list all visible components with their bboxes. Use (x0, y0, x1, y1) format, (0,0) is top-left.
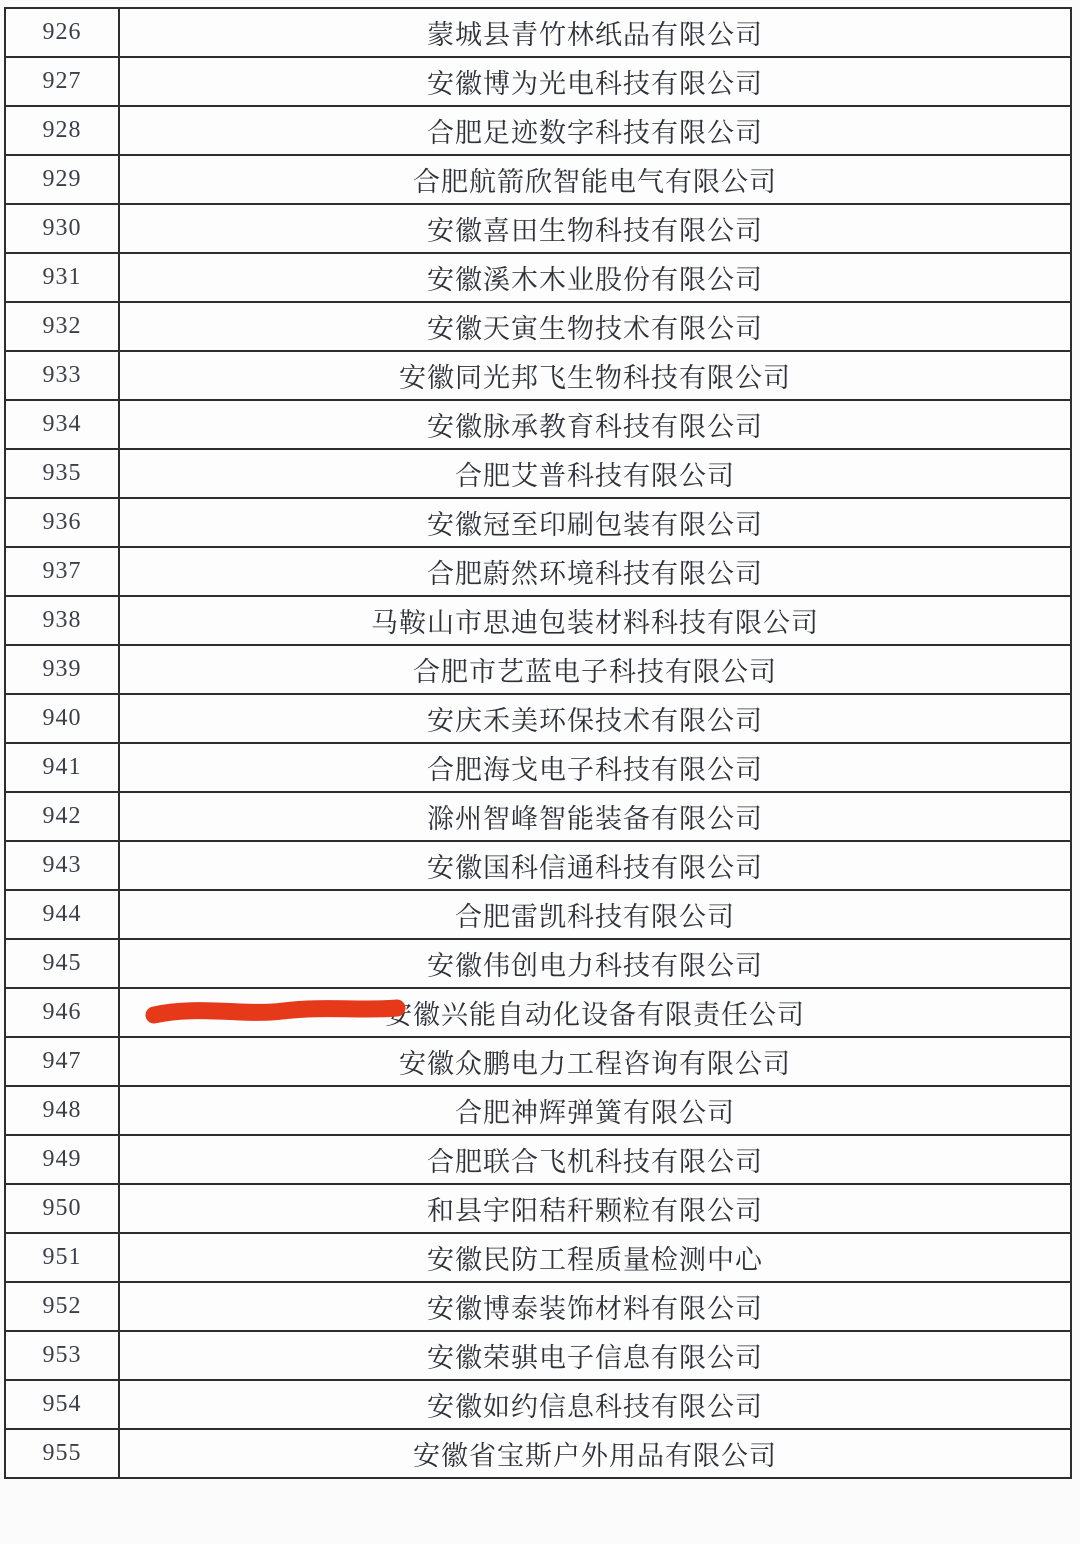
table-row (5, 1037, 1071, 1086)
row-number-cell: 954 (5, 1380, 119, 1429)
row-number-cell: 944 (5, 890, 119, 939)
table-row (5, 596, 1071, 645)
row-number-cell: 934 (5, 400, 119, 449)
company-name-text: 安徽博泰装饰材料有限公司 (427, 1294, 763, 1324)
table-row (5, 204, 1071, 253)
company-name-cell (119, 1331, 1071, 1380)
row-number-cell: 949 (5, 1135, 119, 1184)
company-name-text: 安徽冠至印刷包装有限公司 (427, 510, 763, 540)
company-name-text: 和县宇阳秸秆颗粒有限公司 (427, 1196, 763, 1226)
row-number-cell: 933 (5, 351, 119, 400)
document-page (4, 7, 1072, 1479)
company-list-table (4, 7, 1072, 1479)
company-name-cell (119, 645, 1071, 694)
company-name-cell (119, 155, 1071, 204)
company-name-cell (119, 351, 1071, 400)
company-name-text: 安徽民防工程质量检测中心 (427, 1245, 763, 1275)
table-row (5, 694, 1071, 743)
company-name-cell (119, 400, 1071, 449)
row-number-cell: 928 (5, 106, 119, 155)
table-body (5, 8, 1071, 1478)
table-row (5, 1184, 1071, 1233)
company-name-cell (119, 1037, 1071, 1086)
company-name-text: 安徽溪木木业股份有限公司 (427, 265, 763, 295)
company-name-text: 合肥市艺蓝电子科技有限公司 (413, 657, 777, 687)
table-row (5, 400, 1071, 449)
table-row (5, 1429, 1071, 1478)
company-name-cell (119, 498, 1071, 547)
row-number-cell: 943 (5, 841, 119, 890)
company-name-text: 蒙城县青竹林纸品有限公司 (427, 20, 763, 50)
company-name-text: 合肥海戈电子科技有限公司 (427, 755, 763, 785)
company-name-cell (119, 8, 1071, 57)
row-number-cell: 951 (5, 1233, 119, 1282)
company-name-cell (119, 596, 1071, 645)
company-name-text: 合肥联合飞机科技有限公司 (427, 1147, 763, 1177)
company-name-text: 安徽同光邦飞生物科技有限公司 (399, 363, 791, 393)
row-number-cell: 931 (5, 253, 119, 302)
company-name-cell (119, 988, 1071, 1037)
row-number-cell: 932 (5, 302, 119, 351)
company-name-cell (119, 841, 1071, 890)
table-row (5, 302, 1071, 351)
row-number-cell: 940 (5, 694, 119, 743)
table-row (5, 1135, 1071, 1184)
company-name-text: 合肥蔚然环境科技有限公司 (427, 559, 763, 589)
company-name-cell (119, 106, 1071, 155)
company-name-cell (119, 547, 1071, 596)
company-name-cell (119, 449, 1071, 498)
company-name-cell (119, 1429, 1071, 1478)
row-number-cell: 950 (5, 1184, 119, 1233)
company-name-text: 合肥足迹数字科技有限公司 (427, 118, 763, 148)
company-name-cell (119, 1380, 1071, 1429)
company-name-text: 安徽如约信息科技有限公司 (427, 1392, 763, 1422)
row-number-cell: 935 (5, 449, 119, 498)
company-name-text: 安徽省宝斯户外用品有限公司 (413, 1441, 777, 1471)
table-row (5, 645, 1071, 694)
row-number-cell: 946 (5, 988, 119, 1037)
company-name-cell (119, 1135, 1071, 1184)
company-name-cell (119, 1086, 1071, 1135)
table-row (5, 792, 1071, 841)
row-number-cell: 952 (5, 1282, 119, 1331)
company-name-text: 安徽荣骐电子信息有限公司 (427, 1343, 763, 1373)
table-row (5, 1331, 1071, 1380)
company-name-text: 合肥雷凯科技有限公司 (455, 902, 735, 932)
table-row (5, 106, 1071, 155)
company-name-cell (119, 1282, 1071, 1331)
row-number-cell: 945 (5, 939, 119, 988)
company-name-text: 安徽众鹏电力工程咨询有限公司 (399, 1049, 791, 1079)
table-row (5, 498, 1071, 547)
company-name-cell (119, 694, 1071, 743)
company-name-text: 安徽天寅生物技术有限公司 (427, 314, 763, 344)
company-name-text: 安庆禾美环保技术有限公司 (427, 706, 763, 736)
company-name-text: 安徽脉承教育科技有限公司 (427, 412, 763, 442)
row-number-cell: 936 (5, 498, 119, 547)
row-number-cell: 947 (5, 1037, 119, 1086)
table-row (5, 8, 1071, 57)
company-name-cell (119, 792, 1071, 841)
red-marker-stroke (143, 996, 409, 1026)
table-row (5, 547, 1071, 596)
row-number-cell: 930 (5, 204, 119, 253)
table-row (5, 988, 1071, 1037)
company-name-cell (119, 939, 1071, 988)
table-row (5, 841, 1071, 890)
table-row (5, 351, 1071, 400)
company-name-cell (119, 57, 1071, 106)
table-row (5, 890, 1071, 939)
table-row (5, 155, 1071, 204)
company-name-text: 合肥航箭欣智能电气有限公司 (413, 167, 777, 197)
row-number-cell: 955 (5, 1429, 119, 1478)
company-name-cell (119, 204, 1071, 253)
company-name-cell (119, 1184, 1071, 1233)
row-number-cell: 938 (5, 596, 119, 645)
company-name-text: 滁州智峰智能装备有限公司 (427, 804, 763, 834)
company-name-text: 安徽兴能自动化设备有限责任公司 (385, 1000, 805, 1030)
table-row (5, 1233, 1071, 1282)
table-row (5, 1380, 1071, 1429)
row-number-cell: 937 (5, 547, 119, 596)
table-row (5, 57, 1071, 106)
company-name-text: 安徽博为光电科技有限公司 (427, 69, 763, 99)
table-row (5, 1282, 1071, 1331)
table-row (5, 939, 1071, 988)
row-number-cell: 948 (5, 1086, 119, 1135)
row-number-cell: 929 (5, 155, 119, 204)
company-name-cell (119, 1233, 1071, 1282)
row-number-cell: 926 (5, 8, 119, 57)
table-row (5, 1086, 1071, 1135)
row-number-cell: 953 (5, 1331, 119, 1380)
company-name-cell (119, 890, 1071, 939)
table-row (5, 743, 1071, 792)
company-name-text: 合肥神辉弹簧有限公司 (455, 1098, 735, 1128)
company-name-text: 马鞍山市思迪包装材料科技有限公司 (371, 608, 819, 638)
row-number-cell: 941 (5, 743, 119, 792)
company-name-cell (119, 253, 1071, 302)
company-name-text: 安徽伟创电力科技有限公司 (427, 951, 763, 981)
row-number-cell: 939 (5, 645, 119, 694)
company-name-cell (119, 743, 1071, 792)
row-number-cell: 942 (5, 792, 119, 841)
row-number-cell: 927 (5, 57, 119, 106)
company-name-text: 安徽喜田生物科技有限公司 (427, 216, 763, 246)
company-name-cell (119, 302, 1071, 351)
company-name-text: 合肥艾普科技有限公司 (455, 461, 735, 491)
table-row (5, 253, 1071, 302)
table-row (5, 449, 1071, 498)
company-name-text: 安徽国科信通科技有限公司 (427, 853, 763, 883)
